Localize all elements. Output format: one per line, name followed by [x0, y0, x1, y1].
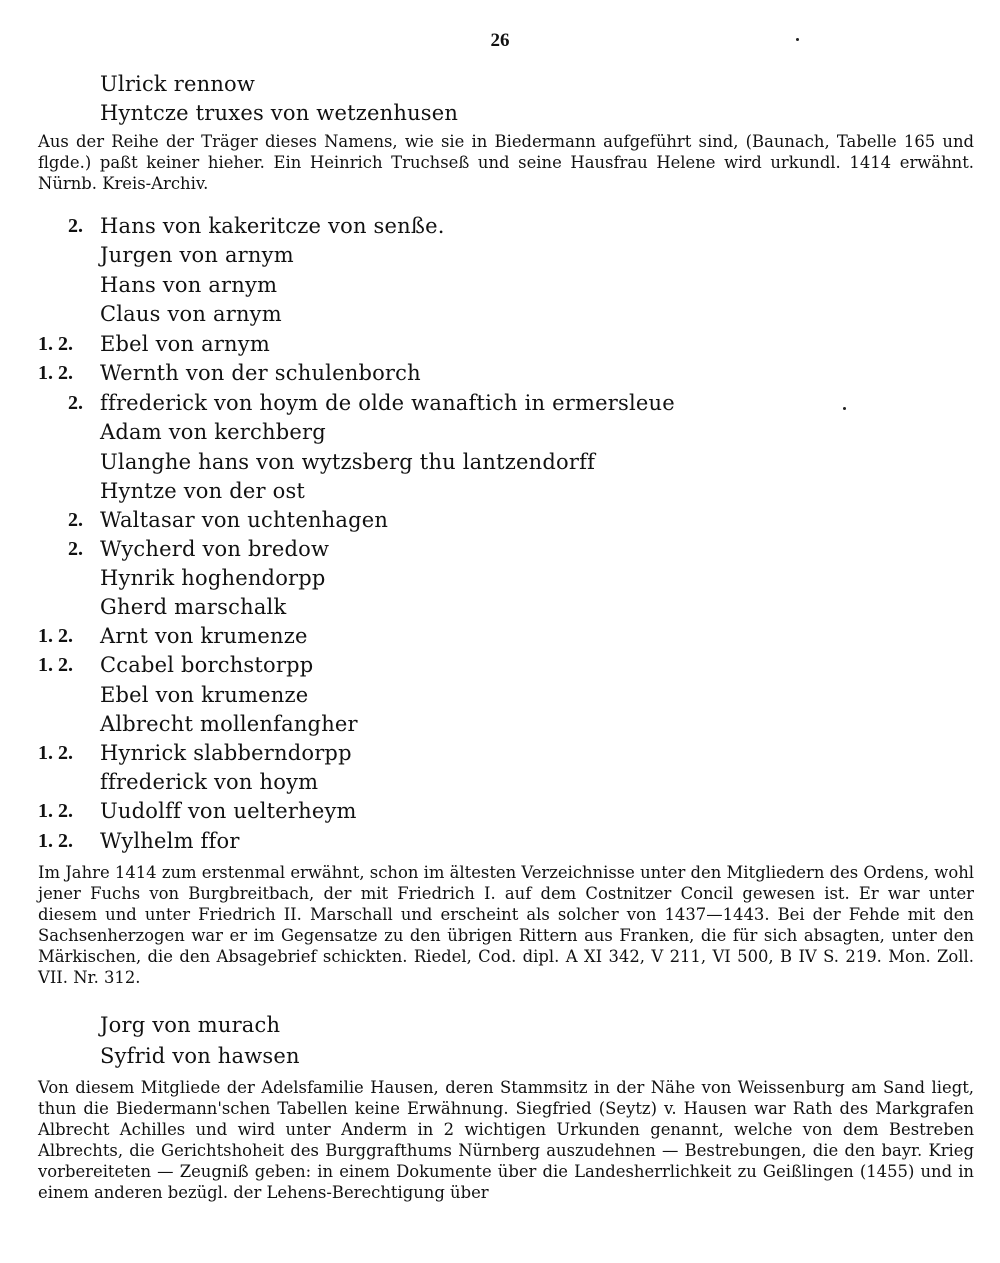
stray-mark — [843, 407, 846, 410]
note-text: Im Jahre 1414 zum erstenmal erwähnt, schon im ältesten Verzeichnisse unter den Mitgliedern des Ordens, wohl jener Fuchs von Burgbreitbach, der mit Friedrich I. auf dem Costnitzer Concil gewesen ist. Er war unter diesem und unter Friedrich II. Marschall und erscheint als solcher von 1437—1443. Bei der Fehde mit den Sachsenherzogen war er im Gegensatze zu den übrigen Rittern aus Franken, die für sich absagten, unter den Märkischen, die den Absagebrief schickten. Riedel, Cod. dipl. A XI 342, V 211, VI 500, B IV S. 219. Mon. Zoll. VII. Nr. 312. — [38, 863, 974, 987]
entry-name: Ccabel borchstorpp — [100, 653, 314, 677]
entry-name: ffrederick von hoym — [100, 770, 319, 794]
entry-marker: 2. — [68, 215, 83, 237]
entry-name: Waltasar von uchtenhagen — [100, 508, 389, 532]
entry-name: Hyntze von der ost — [100, 479, 306, 503]
annotation-note — [38, 131, 974, 194]
entry-name: Adam von kerchberg — [100, 420, 326, 444]
note-text: Von diesem Mitgliede der Adelsfamilie Hausen, deren Stammsitz in der Nähe von Weissenburg am Sand liegt, thun die Biedermann'schen Tabellen keine Erwähnung. Siegfried (Seytz) v. Hausen war Rath des Markgrafen Albrecht Achilles und wird unter Anderm in 2 wichtigen Urkunden genannt, welche von dem Bestreben Albrechts, die Gerichtshoheit des Burggrafthums Nürnberg auszudehnen — Bestrebungen, die den bayr. Krieg vorbereiteten — Zeugniß geben: in einem Dokumente über die Landesherrlichkeit zu Geißlingen (1455) und in einem anderen bezügl. der Lehens-Berechtigung über — [38, 1078, 974, 1202]
entry-name: Wernth von der schulenborch — [100, 361, 421, 385]
entry-marker: 1. 2. — [38, 333, 73, 355]
entry-marker: 2. — [68, 392, 83, 414]
entry-marker: 1. 2. — [38, 654, 73, 676]
entry-name: Hans von arnym — [100, 273, 278, 297]
entry-name: Gherd marschalk — [100, 595, 287, 619]
note-text: Aus der Reihe der Träger dieses Namens, wie sie in Biedermann aufgeführt sind, (Baunach, Tabelle 165 und flgde.) paßt keiner hieher. Ein Heinrich Truchseß und seine Hausfrau Helene wird urkundl. 1414 erwähnt. Nürnb. Kreis-Archiv. — [38, 132, 974, 193]
entry-name: Jurgen von arnym — [100, 243, 294, 267]
stray-mark — [796, 38, 799, 41]
entry-marker: 2. — [68, 509, 83, 531]
annotation-note — [38, 1077, 974, 1203]
entry-name: ffrederick von hoym de olde wanaftich in ermersleue — [100, 391, 675, 415]
entry-name: Hynrik hoghendorpp — [100, 566, 326, 590]
entry-name: Albrecht mollenfangher — [100, 712, 358, 736]
entry-name: Hynrick slabberndorpp — [100, 741, 352, 765]
entry-name: Claus von arnym — [100, 302, 282, 326]
entry-name: Ebel von krumenze — [100, 683, 309, 707]
entry-marker: 2. — [68, 538, 83, 560]
entry-name: Ebel von arnym — [100, 332, 270, 356]
entry-name: Ulanghe hans von wytzsberg thu lantzendorff — [100, 450, 596, 474]
entry-marker: 1. 2. — [38, 800, 73, 822]
entry-name: Hans von kakeritcze von senße. — [100, 214, 445, 238]
entry-name: Arnt von krumenze — [100, 624, 308, 648]
entry-marker: 1. 2. — [38, 362, 73, 384]
entry-name: Hyntcze truxes von wetzenhusen — [100, 101, 459, 125]
entry-name: Wylhelm ffor — [100, 829, 240, 853]
entry-name: Wycherd von bredow — [100, 537, 330, 561]
entry-name: Jorg von murach — [100, 1013, 281, 1037]
entry-name: Syfrid von hawsen — [100, 1044, 300, 1068]
entry-marker: 1. 2. — [38, 830, 73, 852]
entry-marker: 1. 2. — [38, 742, 73, 764]
entry-name: Ulrick rennow — [100, 72, 256, 96]
page-number: 26 — [490, 30, 510, 51]
entry-name: Uudolff von uelterheym — [100, 799, 357, 823]
entry-marker: 1. 2. — [38, 625, 73, 647]
annotation-note — [38, 862, 974, 988]
